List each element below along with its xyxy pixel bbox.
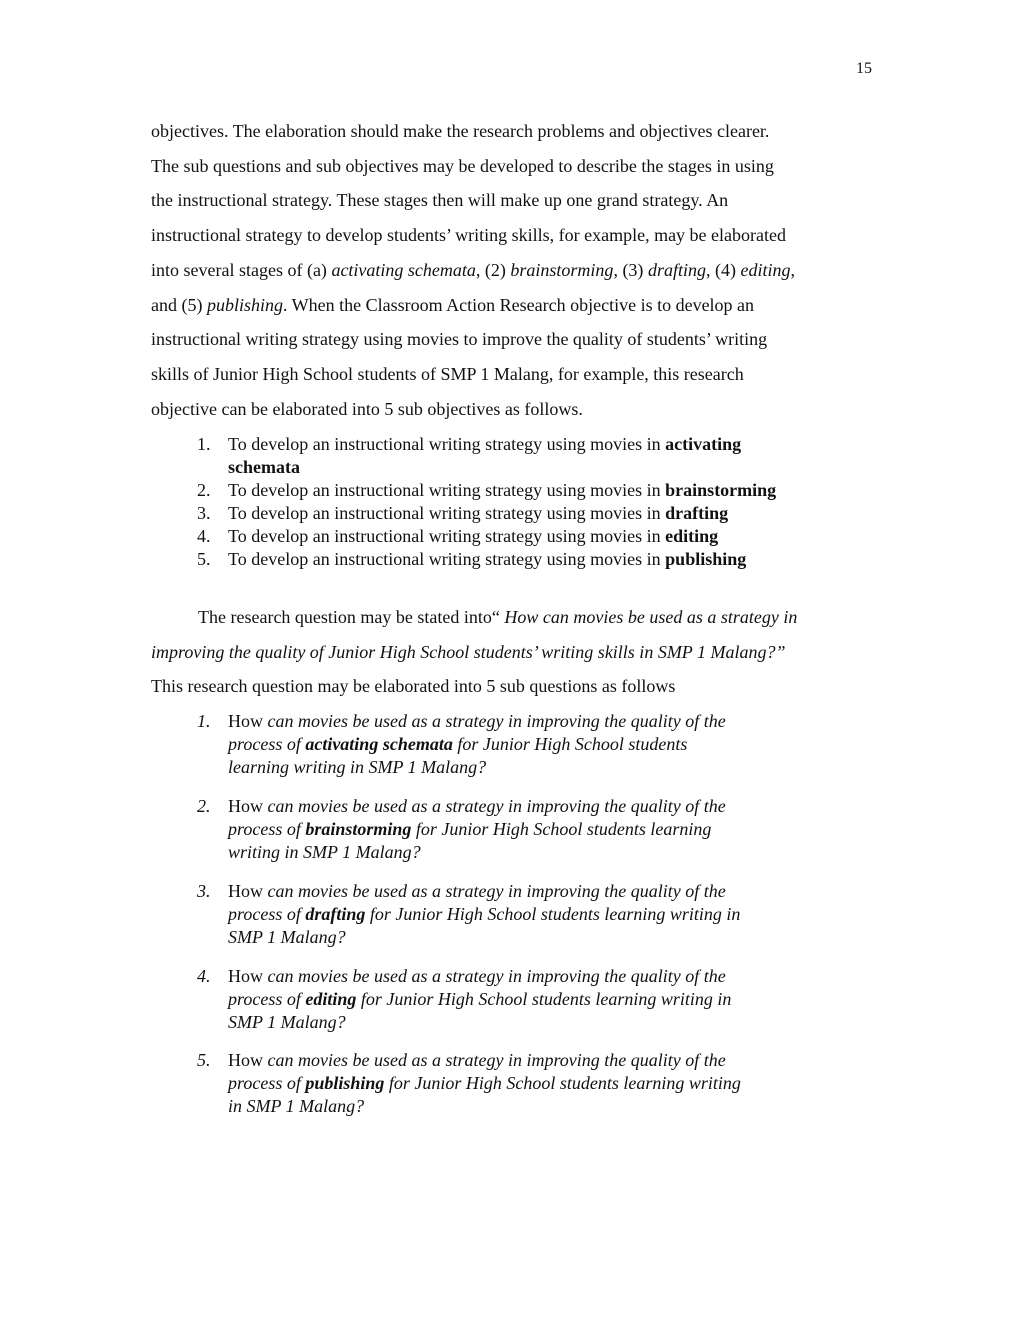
text-run: for Junior High School students (452, 734, 688, 754)
list-item-text: To develop an instructional writing strategy using movies in (228, 480, 666, 500)
text-run: can movies be used as a strategy in improving the quality of the (267, 796, 726, 816)
text-run: How (228, 966, 268, 986)
text-run: . When the Classroom Action Research objective is to develop an (283, 294, 755, 315)
text-run: in SMP 1 Malang? (228, 1096, 365, 1116)
text-run: How (228, 881, 268, 901)
sub-question-item (151, 1049, 876, 1118)
stage-term: schemata (228, 457, 300, 477)
stage-term: activating schemata (305, 734, 453, 754)
text-run: SMP 1 Malang? (228, 1012, 346, 1032)
stage-term: brainstorming (510, 259, 614, 280)
text-run: SMP 1 Malang? (228, 927, 346, 947)
text-line (228, 1011, 876, 1034)
text-line: instructional strategy to develop students’ writing skills, for example, may be elaborated (151, 225, 787, 246)
sub-objectives-list (151, 433, 876, 571)
stage-term: activating (665, 434, 742, 454)
text-run: The research question may be stated into“ (198, 607, 505, 627)
text-line (228, 841, 876, 864)
sub-question-item (151, 710, 876, 779)
text-line (228, 756, 876, 779)
text-line (228, 733, 876, 756)
research-question-text: How can movies be used as a strategy in (504, 607, 798, 627)
text-line (151, 288, 876, 323)
list-item (151, 548, 876, 571)
stage-term: brainstorming (305, 819, 412, 839)
list-number: 3. (197, 881, 211, 901)
stage-term: publishing (206, 294, 283, 315)
text-line (228, 988, 876, 1011)
text-run: process of (228, 989, 306, 1009)
text-line (228, 926, 876, 949)
text-run: process of (228, 734, 306, 754)
text-line (228, 710, 876, 733)
stage-term: editing (740, 259, 791, 280)
text-run: process of (228, 904, 306, 924)
text-run: How (228, 711, 268, 731)
list-item-text: To develop an instructional writing strategy using movies in (228, 503, 666, 523)
list-number: 4. (197, 966, 211, 986)
list-item (151, 525, 876, 548)
text-line (228, 1072, 876, 1095)
text-run: for Junior High School students learning writing (384, 1073, 741, 1093)
text-run: writing in SMP 1 Malang? (228, 842, 421, 862)
text-line: skills of Junior High School students of SMP 1 Malang, for example, this research (151, 363, 744, 384)
text-line: objectives. The elaboration should make the research problems and objectives clearer. (151, 121, 770, 141)
text-line: The sub questions and sub objectives may be developed to describe the stages in using (151, 155, 774, 176)
text-run: , (3) (613, 259, 648, 280)
stage-term: activating schemata (331, 259, 476, 280)
sub-question-item (151, 965, 876, 1034)
list-number: 1. (197, 711, 211, 731)
text-line (228, 1049, 876, 1072)
text-run: into several stages of (a) (151, 259, 332, 280)
list-item-text: To develop an instructional writing strategy using movies in (228, 434, 666, 454)
stage-term: editing (665, 526, 719, 546)
text-line (228, 818, 876, 841)
text-line (228, 1095, 876, 1118)
stage-term: publishing (665, 549, 747, 569)
text-run: can movies be used as a strategy in improving the quality of the (267, 881, 726, 901)
list-number: 4. (197, 526, 211, 546)
page-number: 15 (856, 60, 872, 77)
text-run: can movies be used as a strategy in improving the quality of the (267, 966, 726, 986)
list-number: 5. (197, 1050, 211, 1070)
list-item (151, 433, 876, 479)
text-run: , (4) (705, 259, 741, 280)
text-line (228, 795, 876, 818)
text-line (151, 635, 876, 670)
sub-question-item (151, 795, 876, 864)
text-line: objective can be elaborated into 5 sub objectives as follows. (151, 398, 583, 419)
text-run: How (228, 1050, 268, 1070)
text-run: process of (228, 819, 306, 839)
stage-term: brainstorming (665, 480, 777, 500)
text-run: can movies be used as a strategy in improving the quality of the (267, 1050, 726, 1070)
list-number: 3. (197, 503, 211, 523)
text-run: , (790, 259, 795, 280)
text-run: and (5) (151, 294, 207, 315)
stage-term: drafting (665, 503, 729, 523)
text-line (228, 965, 876, 988)
list-item (151, 479, 876, 502)
list-item-text: To develop an instructional writing strategy using movies in (228, 526, 666, 546)
text-line (151, 253, 876, 288)
research-question-text: improving the quality of Junior High School students’ writing skills in SMP 1 Malang?” (151, 641, 786, 662)
text-line: the instructional strategy. These stages then will make up one grand strategy. An (151, 190, 729, 211)
list-number: 2. (197, 480, 211, 500)
list-number: 1. (197, 434, 211, 454)
list-item-text: To develop an instructional writing strategy using movies in (228, 549, 666, 569)
text-line (151, 600, 876, 635)
text-run: process of (228, 1073, 306, 1093)
stage-term: publishing (305, 1073, 385, 1093)
text-line (228, 880, 876, 903)
paragraph-objectives-intro (151, 114, 876, 426)
text-run: for Junior High School students learning writing in (365, 904, 741, 924)
text-line: instructional writing strategy using movies to improve the quality of students’ writing (151, 329, 768, 350)
stage-term: drafting (305, 904, 366, 924)
text-run: learning writing in SMP 1 Malang? (228, 757, 487, 777)
text-run: , (2) (475, 259, 511, 280)
stage-term: drafting (647, 259, 706, 280)
text-run: How (228, 796, 268, 816)
text-run: for Junior High School students learning (411, 819, 712, 839)
text-line: This research question may be elaborated into 5 sub questions as follows (151, 676, 676, 697)
paragraph-research-question (151, 600, 876, 704)
text-run: for Junior High School students learning writing in (356, 989, 732, 1009)
list-item (151, 502, 876, 525)
text-run: can movies be used as a strategy in improving the quality of the (267, 711, 726, 731)
stage-term: editing (305, 989, 357, 1009)
list-number: 5. (197, 549, 211, 569)
sub-question-item (151, 880, 876, 949)
list-number: 2. (197, 796, 211, 816)
text-line (228, 903, 876, 926)
